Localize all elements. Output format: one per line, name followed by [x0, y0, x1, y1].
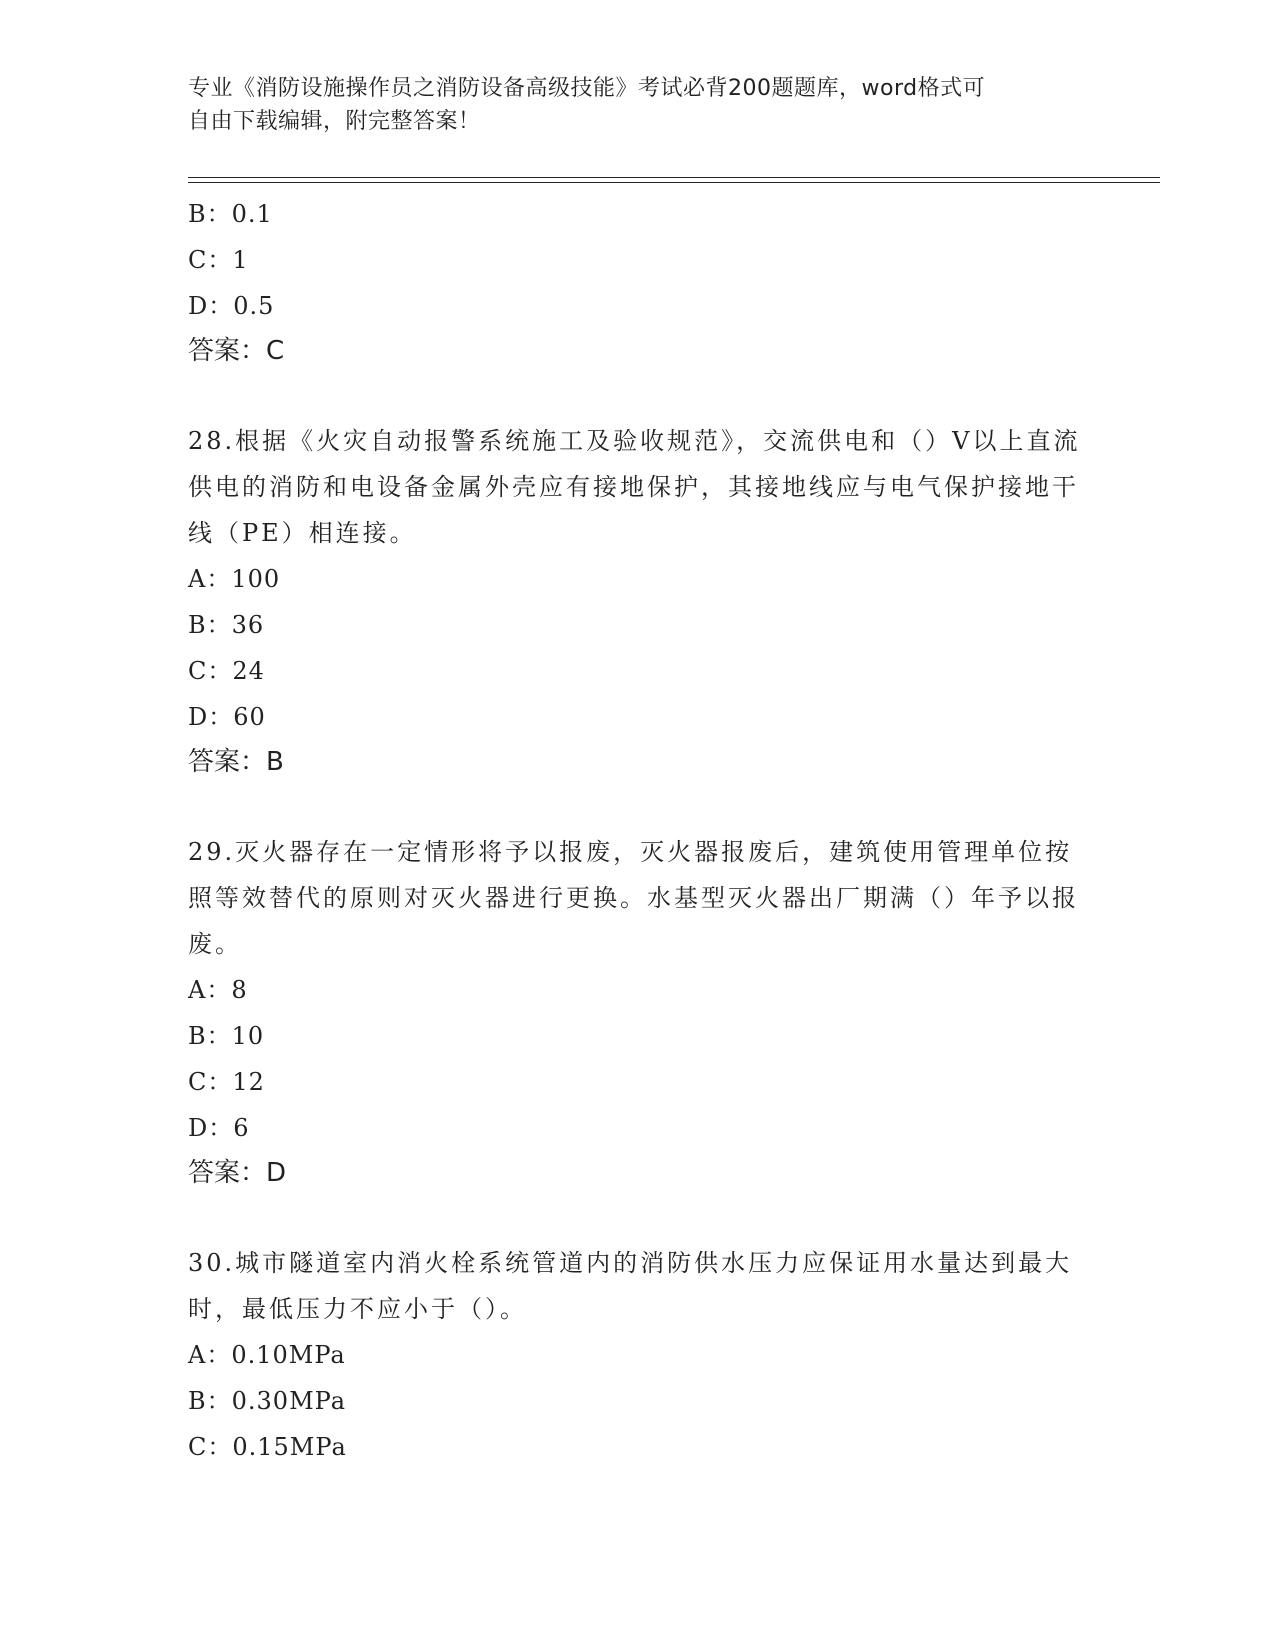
document-header: [188, 72, 1088, 138]
question-list: [188, 191, 1088, 1470]
option-c: C：24: [188, 657, 265, 685]
option-b: B：0.1: [188, 200, 273, 228]
option-a: A：8: [188, 976, 248, 1004]
option-c: C：0.15MPa: [188, 1433, 347, 1461]
question-text: 28.根据《火灾自动报警系统施工及验收规范》，交流供电和（）V以上直流供电的消防和电设备金属外壳应有接地保护，其接地线应与电气保护接地干线（PE）相连接。: [188, 427, 1081, 547]
option-b: B：10: [188, 1022, 265, 1050]
option-d: D：60: [188, 703, 266, 731]
question-29: [188, 829, 1088, 1195]
option-d: D：0.5: [188, 292, 275, 320]
header-rule-bottom: [188, 182, 1160, 183]
header-title-line-1: 专业《消防设施操作员之消防设备高级技能》考试必背200题题库，word格式可: [188, 76, 986, 101]
answer-line: 答案：D: [188, 1158, 287, 1188]
question-text: 29.灭火器存在一定情形将予以报废，灭火器报废后，建筑使用管理单位按照等效替代的原则对灭火器进行更换。水基型灭火器出厂期满（）年予以报废。: [188, 838, 1079, 958]
option-c: C：1: [188, 246, 249, 274]
option-c: C：12: [188, 1068, 265, 1096]
answer-line: 答案：B: [188, 747, 284, 777]
question-30: [188, 1240, 1088, 1470]
answer-line: 答案：C: [188, 336, 285, 366]
option-a: A：0.10MPa: [188, 1341, 346, 1369]
option-d: D：6: [188, 1114, 250, 1142]
question-text: 30.城市隧道室内消火栓系统管道内的消防供水压力应保证用水量达到最大时，最低压力不应小于（）。: [188, 1249, 1073, 1323]
header-rule-top: [188, 177, 1160, 178]
header-title-line-2: 自由下载编辑，附完整答案！: [188, 109, 481, 134]
option-b: B：36: [188, 611, 265, 639]
question-28: [188, 418, 1088, 784]
option-a: A：100: [188, 565, 281, 593]
option-b: B：0.30MPa: [188, 1387, 347, 1415]
previous-question-tail: [188, 191, 1088, 373]
